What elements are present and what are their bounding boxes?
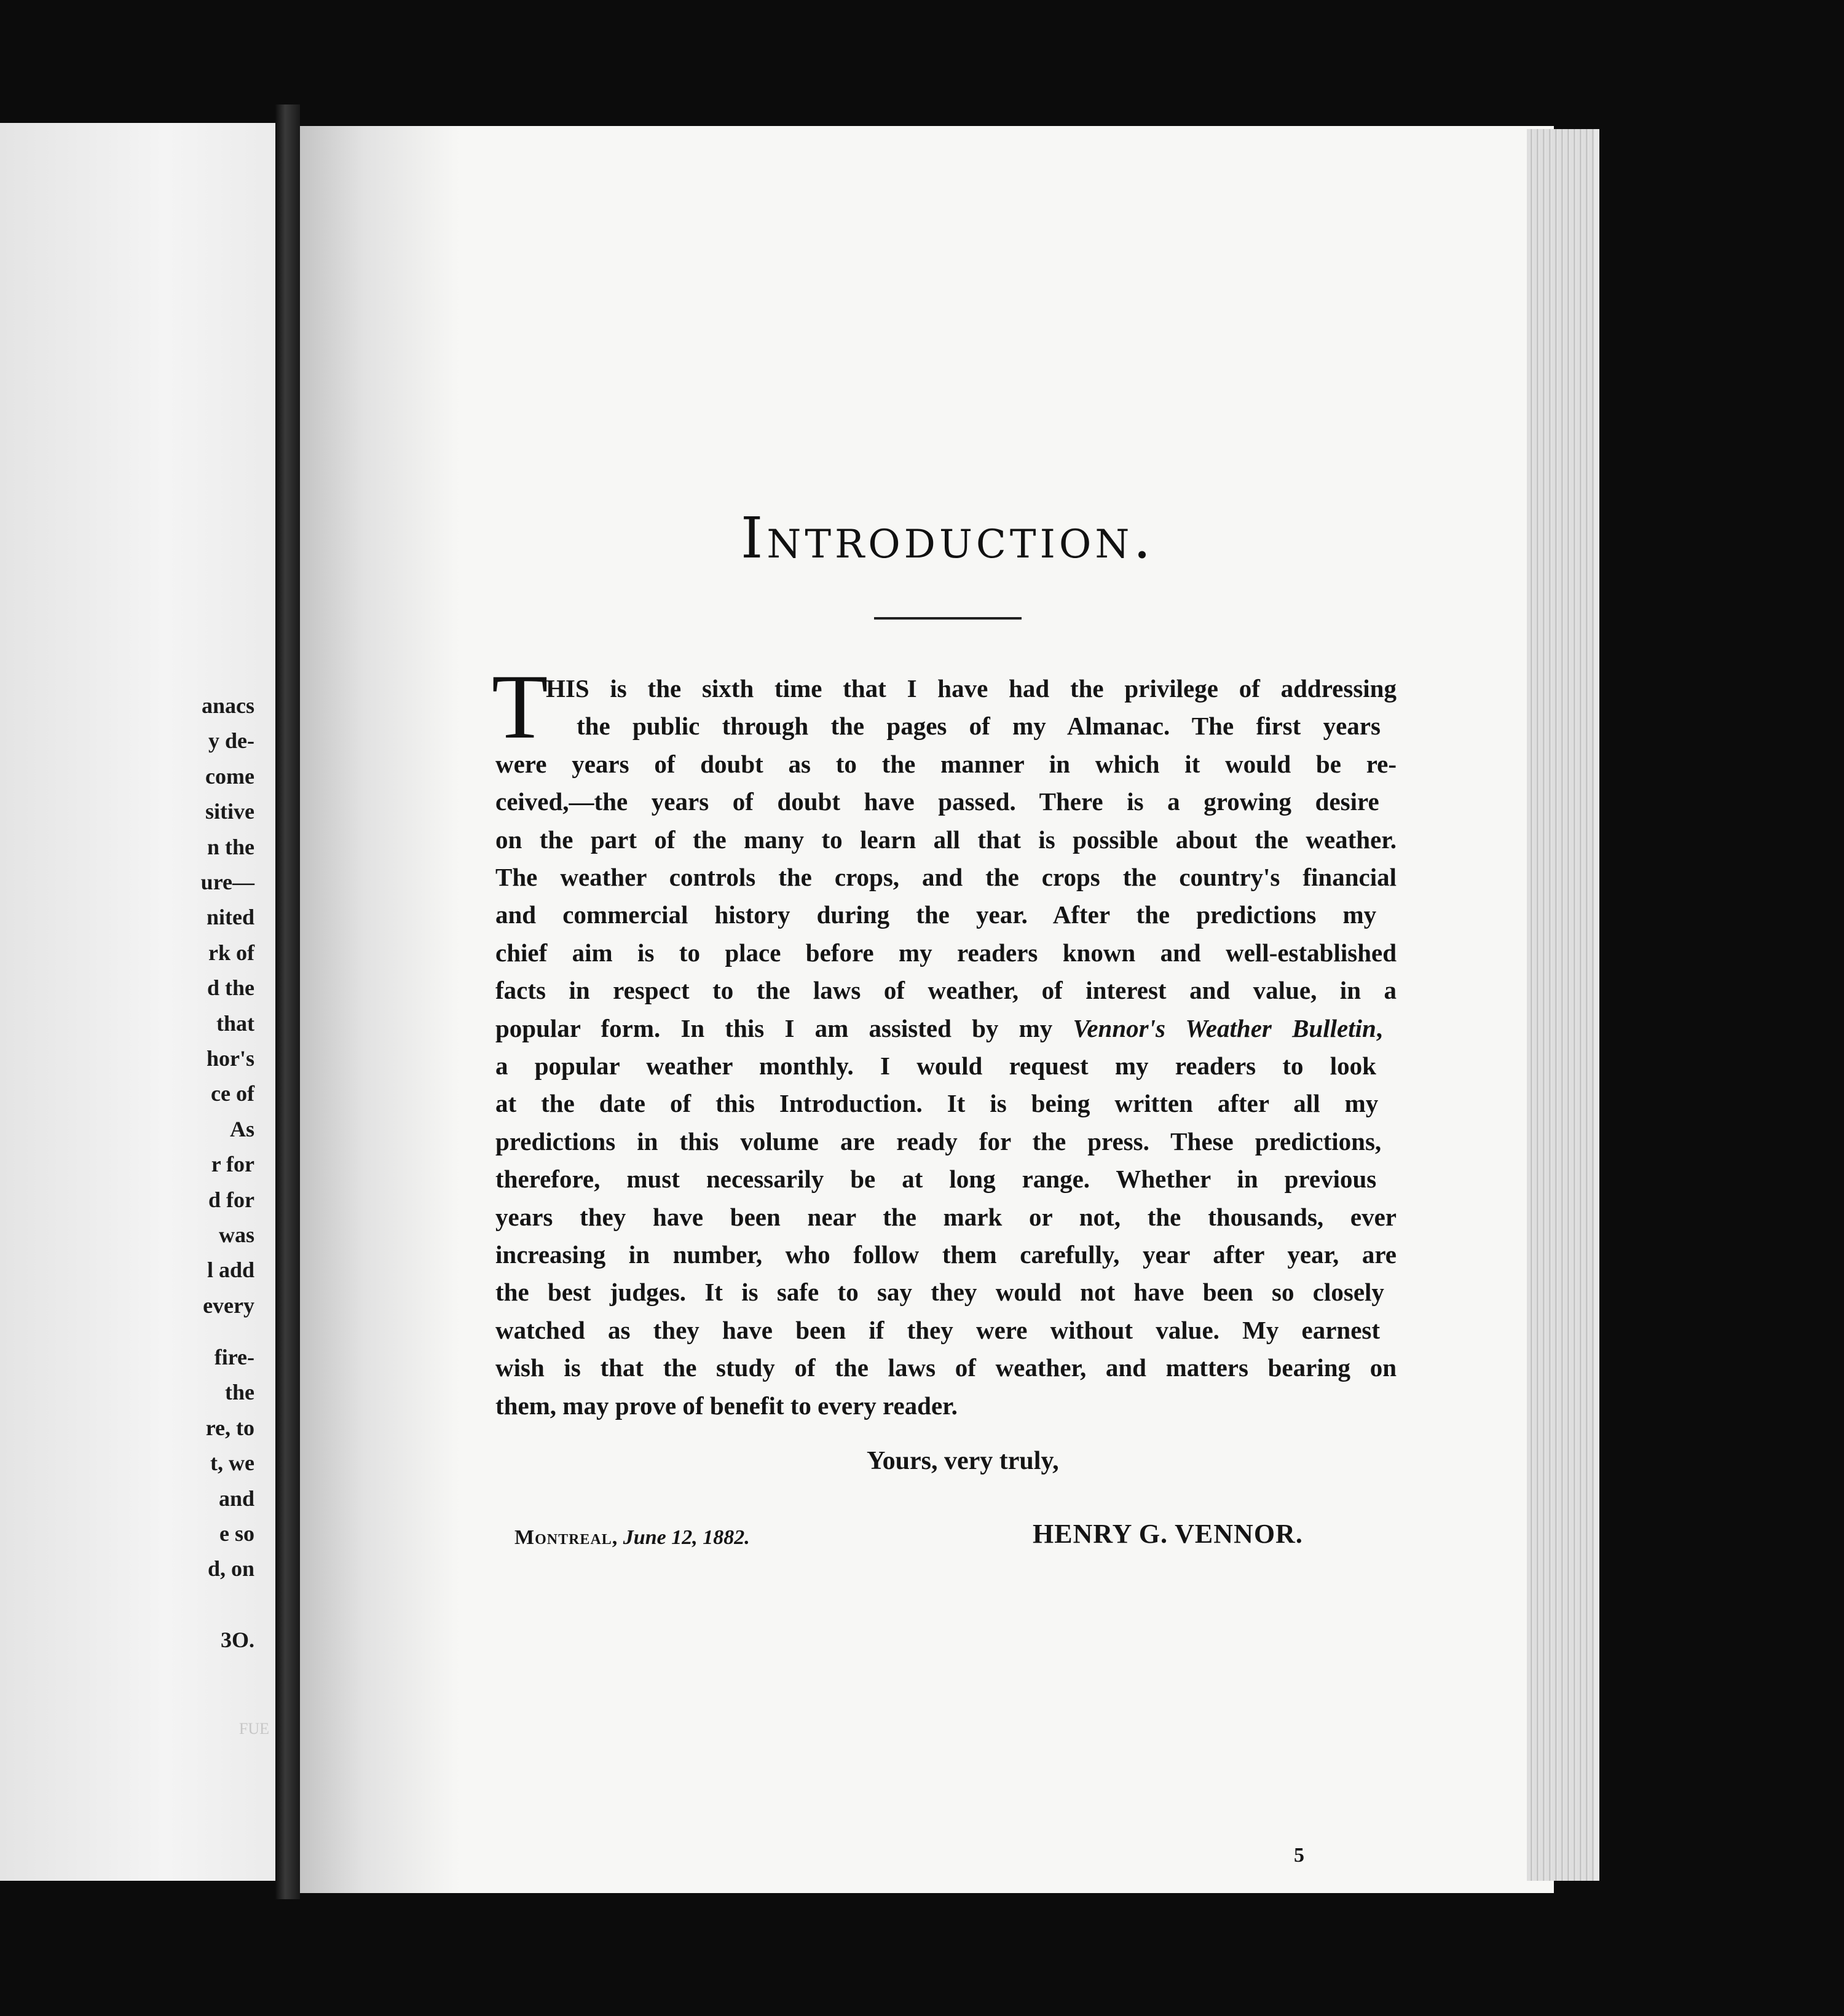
left-page-line: and — [218, 1486, 254, 1511]
body-line: on the part of the many to learn all that is possible about the weather. — [495, 825, 1397, 854]
body-line: predictions in this volume are ready for the press. These predictions, — [495, 1127, 1382, 1156]
body-line: ceived,—the years of doubt have passed. There is a growing desire — [495, 787, 1379, 816]
left-page-line: r for — [211, 1152, 254, 1177]
left-page-line: rk of — [208, 940, 254, 965]
closing-line: Yours, very truly, — [867, 1447, 1059, 1475]
left-page-line: re, to — [205, 1415, 254, 1440]
body-line: and commercial history during the year. After the predictions my — [495, 900, 1377, 929]
body-line: watched as they have been if they were without value. My earnest — [495, 1315, 1381, 1344]
left-page-line: come — [205, 763, 254, 789]
body-line: at the date of this Introduction. It is being written after all my — [495, 1089, 1379, 1118]
left-page-line: fire- — [214, 1345, 254, 1369]
body-line: chief aim is to place before my readers known and well-established — [495, 938, 1397, 967]
place-date — [514, 1526, 750, 1549]
left-page-line: d for — [208, 1187, 254, 1212]
left-page-line: As — [229, 1116, 254, 1141]
left-page-line: the — [225, 1380, 254, 1405]
left-page-line: every — [203, 1293, 254, 1318]
body-line: The weather controls the crops, and the crops the country's financial — [495, 863, 1397, 891]
left-page-line: l add — [207, 1258, 254, 1283]
left-page-line: ure— — [200, 870, 254, 894]
left-page-line: nited — [206, 905, 254, 930]
body-line: the best judges. It is safe to say they would not have been so closely — [495, 1278, 1384, 1307]
left-page-line: t, we — [210, 1451, 254, 1476]
place: Montreal, — [514, 1526, 618, 1549]
body-line: were years of doubt as to the manner in which it would be re- — [495, 749, 1397, 778]
page-number: 5 — [1294, 1844, 1304, 1867]
left-page-line: y de- — [208, 728, 254, 754]
left-page-line: that — [216, 1010, 254, 1036]
bulletin-title: Vennor's Weather Bulletin — [1073, 1014, 1376, 1042]
left-page-line: was — [218, 1223, 254, 1247]
body-line: a popular weather monthly. I would request my readers to look — [495, 1052, 1376, 1080]
body-line: therefore, must necessarily be at long range. Whether in previous — [495, 1165, 1377, 1194]
left-page-line: sitive — [205, 799, 254, 824]
body-line: popular form. In this I am assisted by my Vennor's Weather Bulletin, — [495, 1014, 1383, 1042]
left-page-line: hor's — [206, 1046, 254, 1071]
date: June 12, 1882. — [623, 1526, 750, 1549]
signature: HENRY G. VENNOR. — [1033, 1519, 1303, 1549]
drop-cap: T — [492, 656, 548, 758]
body-line: HIS is the sixth time that I have had the privilege of addressing — [546, 674, 1397, 703]
body-line: increasing in number, who follow them carefully, year after year, are — [495, 1240, 1397, 1269]
body-line: the public through the pages of my Almanac. The first years — [577, 712, 1381, 741]
left-page-faint-text: FUE — [238, 1720, 269, 1738]
left-page-line: n the — [207, 834, 254, 859]
left-page-line: ce of — [211, 1081, 254, 1106]
left-page-line: 3O. — [220, 1628, 254, 1652]
page-title: Introduction. — [741, 505, 1155, 571]
left-page-line: e so — [219, 1521, 254, 1546]
left-page-line: d the — [207, 975, 254, 1001]
body-line: them, may prove of benefit to every reader. — [495, 1391, 958, 1420]
title-rule — [874, 617, 1022, 620]
left-page-line: anacs — [201, 693, 254, 718]
body-line: wish is that the study of the laws of weather, and matters bearing on — [495, 1353, 1397, 1382]
left-page-line: d, on — [207, 1556, 254, 1581]
body-line: years they have been near the mark or not, the thousands, ever — [495, 1202, 1397, 1231]
body-line: facts in respect to the laws of weather, of interest and value, in a — [495, 976, 1397, 1005]
